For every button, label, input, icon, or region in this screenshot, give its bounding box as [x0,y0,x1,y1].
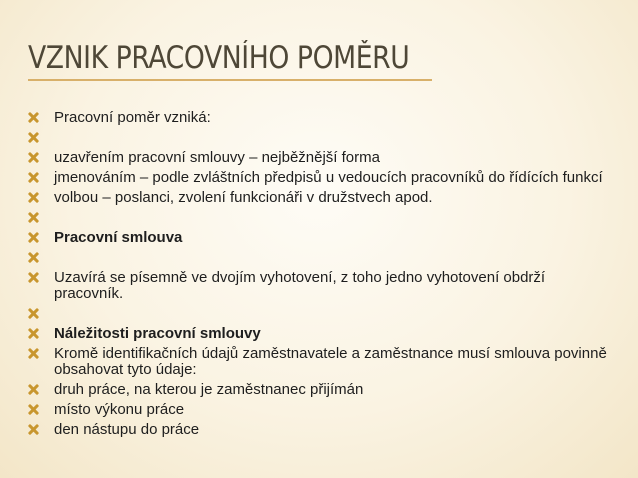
x-mark-icon [28,328,39,339]
bullet-item [28,326,608,342]
bullet-text: uzavřením pracovní smlouvy – nejběžnější forma [54,149,380,166]
bullet-list [28,110,608,442]
bullet-item [28,402,608,418]
bullet-item [28,130,608,146]
bullet-item [28,170,608,186]
bullet-heading: Náležitosti pracovní smlouvy [54,325,261,342]
x-mark-icon [28,232,39,243]
bullet-item [28,150,608,166]
bullet-text: Uzavírá se písemně ve dvojím vyhotovení, z toho jedno vyhotovení obdrží pracovník. [54,269,546,302]
x-mark-icon [28,132,39,143]
bullet-item [28,270,608,302]
x-mark-icon [28,308,39,319]
bullet-item [28,210,608,226]
x-mark-icon [28,252,39,263]
bullet-item [28,422,608,438]
bullet-text: den nástupu do práce [54,421,200,438]
x-mark-icon [28,172,39,183]
x-mark-icon [28,112,39,123]
bullet-text: druh práce, na kterou je zaměstnanec přijímán [54,381,364,398]
bullet-heading: Pracovní smlouva [54,229,183,246]
bullet-text: místo výkonu práce [54,401,185,418]
bullet-item [28,230,608,246]
bullet-item [28,190,608,206]
x-mark-icon [28,212,39,223]
x-mark-icon [28,272,39,283]
title-underline [28,79,432,81]
slide-title: VZNIK PRACOVNÍHO POMĚRU [28,40,410,76]
bullet-item [28,110,608,126]
bullet-item [28,382,608,398]
x-mark-icon [28,384,39,395]
bullet-item [28,306,608,322]
bullet-text: volbou – poslanci, zvolení funkcionáři v družstvech apod. [54,189,433,206]
x-mark-icon [28,192,39,203]
bullet-item [28,346,608,378]
x-mark-icon [28,152,39,163]
bullet-text: jmenováním – podle zvláštních předpisů u vedoucích pracovníků do řídících funkcí [54,169,603,186]
bullet-text: Pracovní poměr vzniká: [54,109,211,126]
x-mark-icon [28,424,39,435]
bullet-item [28,250,608,266]
x-mark-icon [28,348,39,359]
bullet-text: Kromě identifikačních údajů zaměstnavatele a zaměstnance musí smlouva povinně obsahovat tyto údaje: [54,345,607,378]
x-mark-icon [28,404,39,415]
